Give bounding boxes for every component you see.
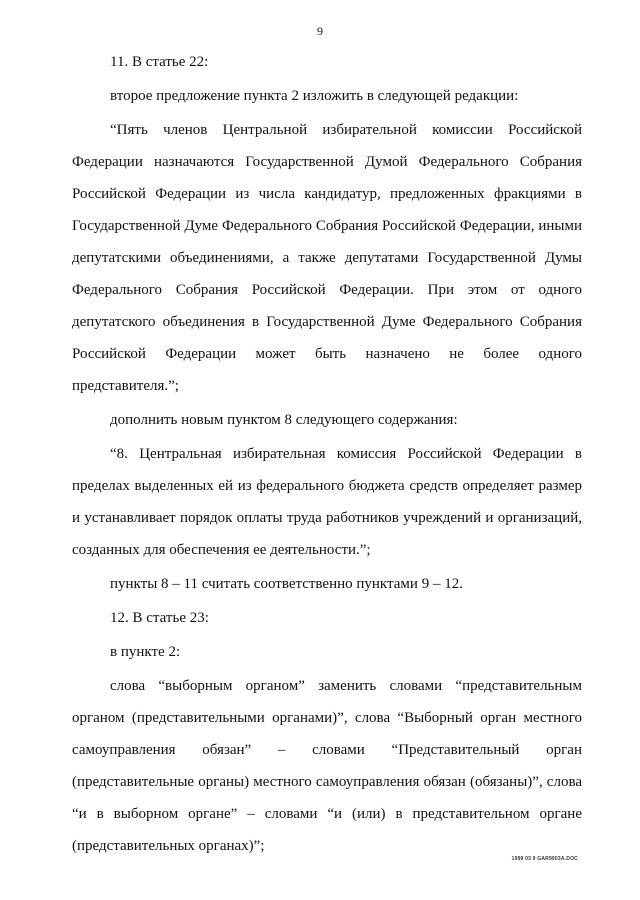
- document-body: [72, 46, 582, 864]
- paragraph-quoted-text-five-members: “Пять членов Центральной избирательной комиссии Российской Федерации назначаются Государственной Думой Федерального Собрания Российской Федерации из числа кандидатур, предложенных фракциями в Государственной Думе Федерального Собрания Российской Федерации, иными депутатскими объединениями, а также депутатами Государственной Думы Федерального Собрания Российской Федерации. При этом от одного депутатского объединения в Государственной Думе Федерального Собрания Российской Федерации может быть назначено не более одного представителя.”;: [72, 122, 582, 394]
- file-footer: 1999 03 9 GAR9903A.DOC: [511, 856, 578, 862]
- paragraph-word-replacements: слова “выборным органом” заменить словами “представительным органом (представительными органами)”, слова “Выборный орган местного самоуправления обязан” – словами “Представительный орган (представительные органы) местного самоуправления обязан (обязаны)”, слова “и в выборном органе” – словами “и (или) в представительном органе (представительных органах)”;: [72, 678, 582, 854]
- paragraph-amendment-instruction: второе предложение пункта 2 изложить в следующей редакции:: [110, 88, 519, 104]
- paragraph-article-23-heading: 12. В статье 23:: [110, 610, 209, 626]
- paragraph-in-point-2: в пункте 2:: [110, 644, 181, 660]
- paragraph-quoted-point-8: “8. Центральная избирательная комиссия Российской Федерации в пределах выделенных ей из федерального бюджета средств определяет размер и устанавливает порядок оплаты труда работников учреждений и организаций, созданных для обеспечения ее деятельности.”;: [72, 446, 582, 558]
- paragraph-renumber-points: пункты 8 – 11 считать соответственно пунктами 9 – 12.: [110, 576, 463, 592]
- page-number: 9: [317, 24, 323, 38]
- paragraph-add-point-8: дополнить новым пунктом 8 следующего содержания:: [110, 412, 458, 428]
- paragraph-article-22-heading: 11. В статье 22:: [110, 54, 209, 70]
